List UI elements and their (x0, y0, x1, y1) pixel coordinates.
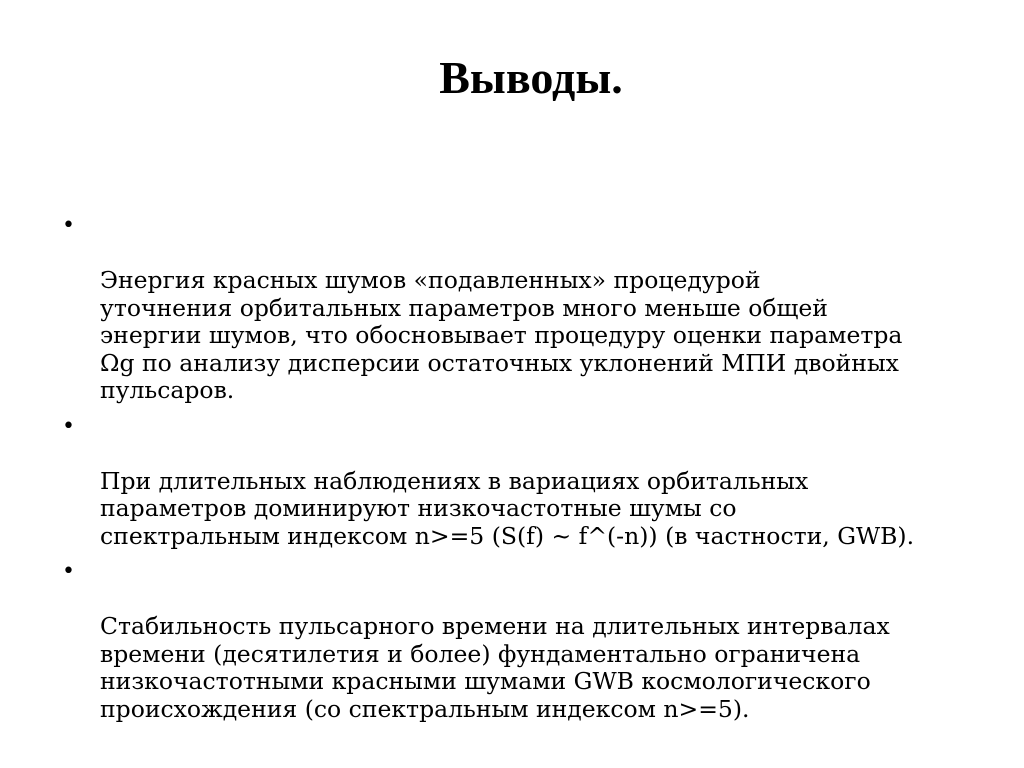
bullet-icon: • (62, 413, 75, 439)
bullet-icon: • (62, 559, 75, 584)
bullet-icon: • (62, 213, 75, 238)
bullet-text-3: Стабильность пульсарного времени на длительных интервалах времени (десятилетия и более) фундаментально ограничена низкочастотными красными шумами GWB космологического происхождения (со спектральным индексом n>=5). (100, 612, 890, 723)
bullet-item-3 (60, 558, 990, 723)
bullet-text-2: При длительных наблюдениях в вариациях орбитальных параметров доминируют низкочастотные шумы со спектральным индексом n>=5 (S(f) ~ f^(-n)) (в частности, GWB). (100, 466, 915, 550)
slide-title: Выводы. (439, 52, 623, 103)
bullet-text-1: Энергия красных шумов «подавленных» процедурой уточнения орбитальных параметров много меньше общей энергии шумов, что обосновывает процедуру оценки параметра Ωg по анализу дисперсии остаточных уклонений МПИ двойных пульсаров. (100, 266, 903, 404)
bullet-item-2 (60, 413, 990, 551)
bullet-list (60, 212, 990, 731)
bullet-item-1 (60, 212, 990, 405)
